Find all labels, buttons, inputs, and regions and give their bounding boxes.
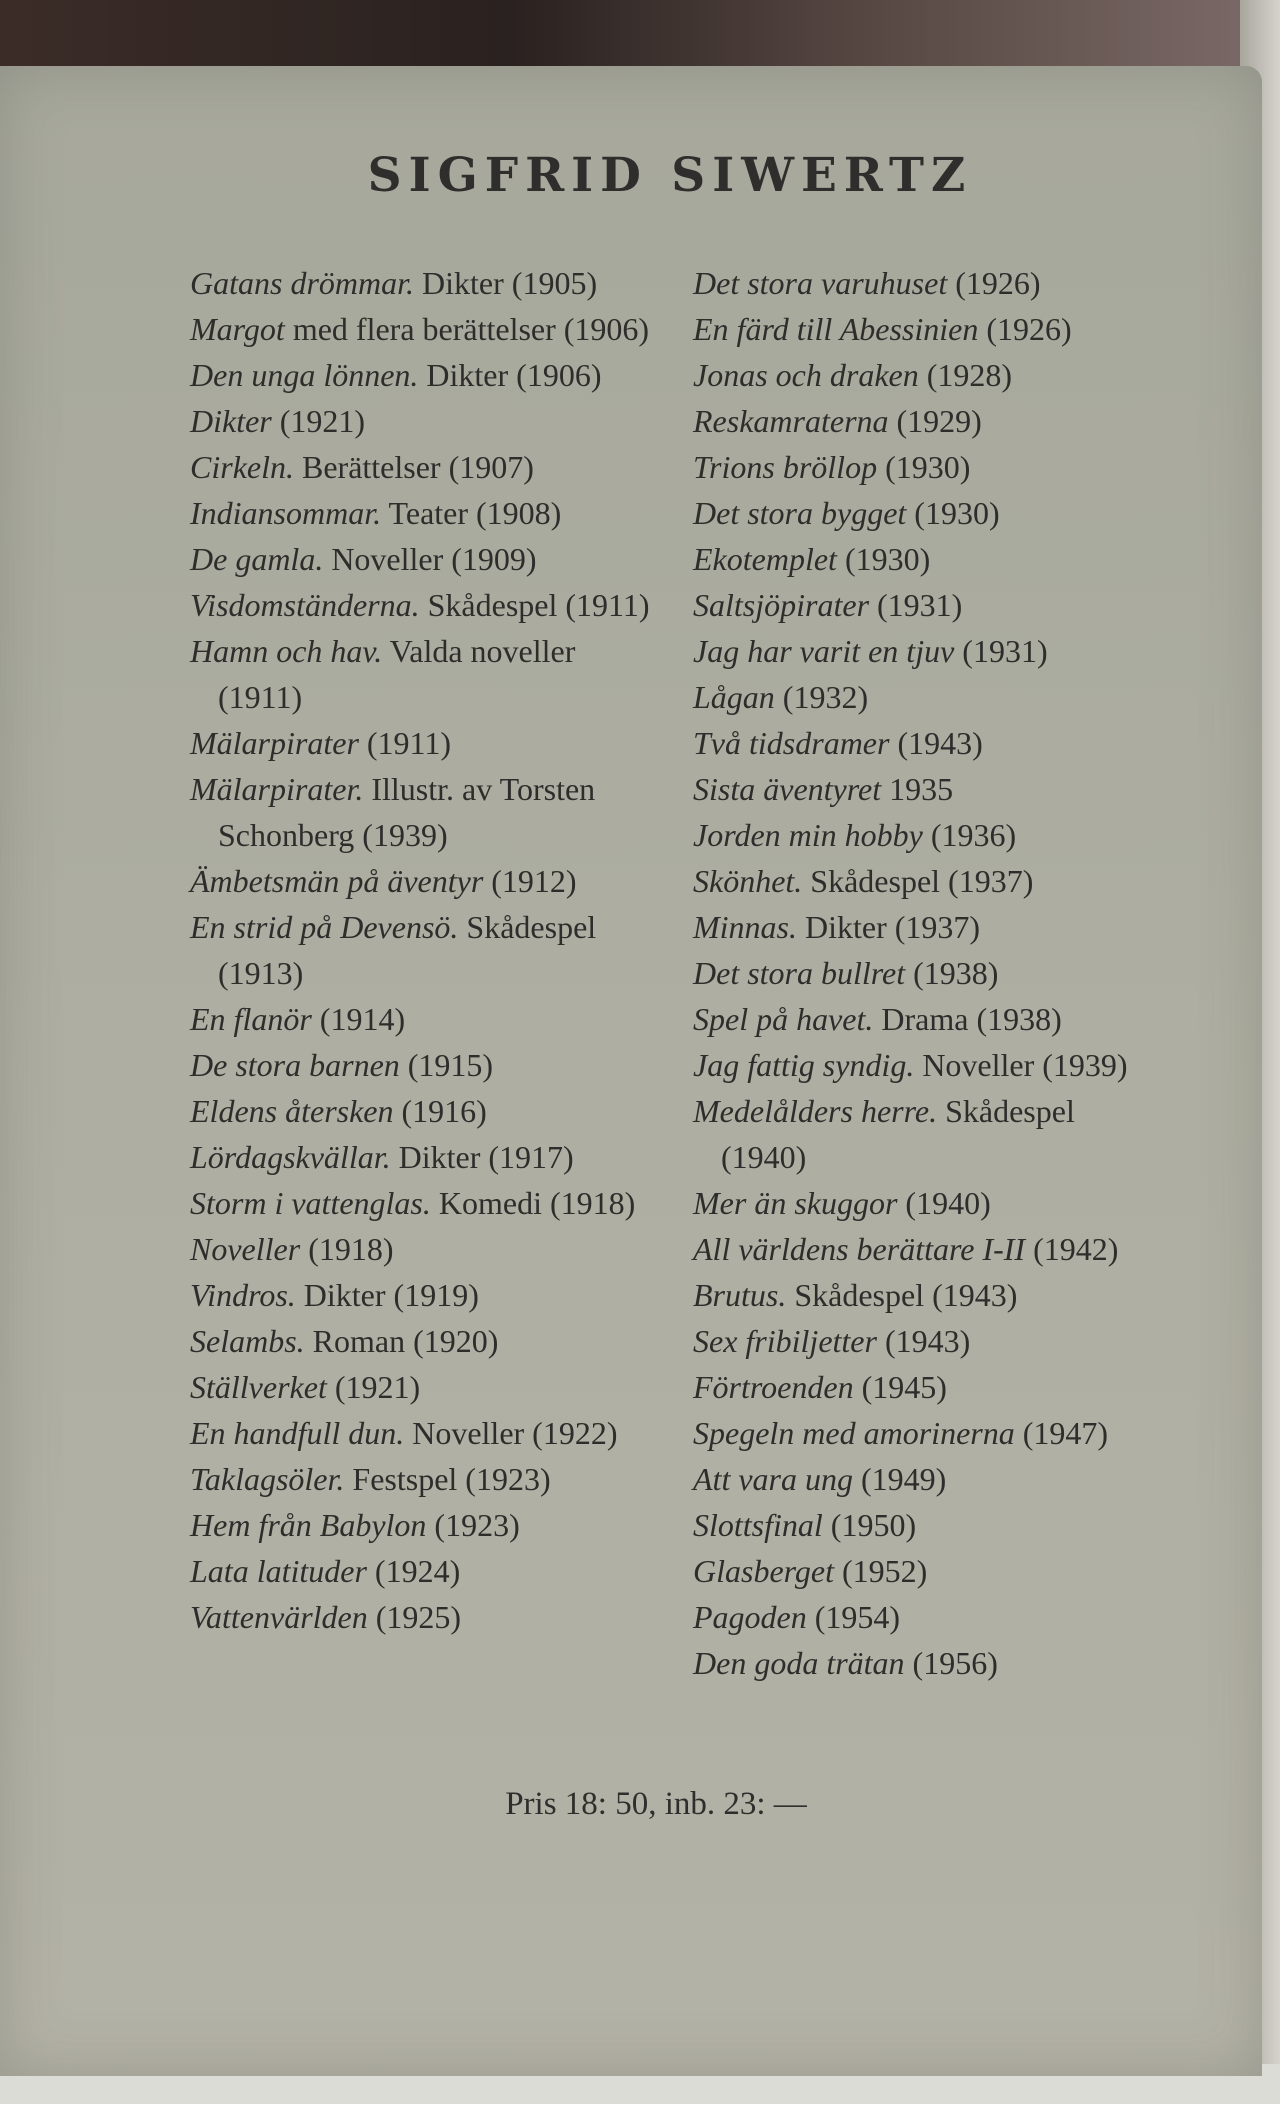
work-entry xyxy=(693,950,1163,996)
work-entry xyxy=(693,858,1163,904)
work-entry xyxy=(693,1042,1163,1088)
work-title: Vindros. xyxy=(190,1277,296,1313)
work-title: Jag har varit en tjuv xyxy=(693,633,955,669)
work-detail: (1924) xyxy=(374,1553,461,1589)
work-detail: (1949) xyxy=(860,1461,947,1497)
work-entry xyxy=(190,490,650,536)
work-title: Ekotemplet xyxy=(693,541,837,577)
work-detail: (1952) xyxy=(842,1553,928,1589)
work-entry xyxy=(190,1502,650,1548)
work-entry xyxy=(693,1640,1163,1686)
work-entry xyxy=(190,398,650,444)
work-detail: Teater (1908) xyxy=(388,495,562,531)
work-detail: (1936) xyxy=(930,817,1017,853)
work-entry xyxy=(693,444,1163,490)
work-entry xyxy=(693,1180,1163,1226)
work-entry xyxy=(190,858,650,904)
work-detail: (1926) xyxy=(986,311,1072,347)
work-title: Den goda trätan xyxy=(693,1645,905,1681)
work-title: Medelålders herre. xyxy=(693,1093,938,1129)
work-entry xyxy=(693,306,1163,352)
work-title: Mälarpirater. xyxy=(190,771,364,807)
works-list-right xyxy=(693,260,1163,1686)
work-entry xyxy=(190,1410,650,1456)
work-entry xyxy=(693,996,1163,1042)
work-detail: Noveller (1939) xyxy=(922,1047,1128,1083)
work-detail: Dikter (1905) xyxy=(422,265,598,301)
work-title: Skönhet. xyxy=(693,863,803,899)
work-title: Jonas och draken xyxy=(693,357,919,393)
work-detail: (1923) xyxy=(434,1507,520,1543)
work-entry xyxy=(693,1364,1163,1410)
work-title: Indiansommar. xyxy=(190,495,382,531)
work-title: Lågan xyxy=(693,679,775,715)
work-detail: med flera berättelser (1906) xyxy=(292,311,650,347)
work-entry xyxy=(693,582,1163,628)
work-title: Storm i vattenglas. xyxy=(190,1185,431,1221)
work-detail: Dikter (1906) xyxy=(426,357,602,393)
work-detail: (1918) xyxy=(308,1231,394,1267)
work-title: En strid på Devensö. xyxy=(190,909,459,945)
work-entry xyxy=(190,306,650,352)
work-entry xyxy=(693,490,1163,536)
work-title: Pagoden xyxy=(693,1599,807,1635)
work-entry xyxy=(190,996,650,1042)
works-list-left xyxy=(190,260,650,1640)
work-title: Saltsjöpirater xyxy=(693,587,870,623)
work-detail: Noveller (1922) xyxy=(412,1415,618,1451)
work-title: Margot xyxy=(190,311,285,347)
work-detail: Drama (1938) xyxy=(881,1001,1062,1037)
work-entry xyxy=(190,1364,650,1410)
work-entry xyxy=(693,766,1163,812)
work-entry xyxy=(693,904,1163,950)
work-detail: (1914) xyxy=(319,1001,406,1037)
work-entry xyxy=(190,536,650,582)
work-entry xyxy=(693,720,1163,766)
work-detail: (1932) xyxy=(782,679,869,715)
work-detail: (1943) xyxy=(897,725,983,761)
work-entry xyxy=(693,674,1163,720)
work-entry xyxy=(693,1410,1163,1456)
work-title: En färd till Abessinien xyxy=(693,311,979,347)
work-title: Sista äventyret xyxy=(693,771,882,807)
work-title: Det stora bygget xyxy=(693,495,907,531)
work-title: Dikter xyxy=(190,403,272,439)
work-title: Det stora varuhuset xyxy=(693,265,948,301)
work-entry xyxy=(693,1272,1163,1318)
work-title: Det stora bullret xyxy=(693,955,906,991)
work-entry xyxy=(693,352,1163,398)
work-title: Förtroenden xyxy=(693,1369,854,1405)
work-entry xyxy=(190,1042,650,1088)
work-detail: (1942) xyxy=(1033,1231,1119,1267)
work-entry xyxy=(190,904,650,996)
work-title: Ämbetsmän på äventyr xyxy=(190,863,484,899)
work-entry xyxy=(190,582,650,628)
work-detail: (1931) xyxy=(877,587,963,623)
work-title: Slottsfinal xyxy=(693,1507,823,1543)
work-detail: (1912) xyxy=(491,863,577,899)
work-detail: Dikter (1917) xyxy=(398,1139,574,1175)
work-title: Mer än skuggor xyxy=(693,1185,898,1221)
work-title: En flanör xyxy=(190,1001,312,1037)
work-detail: (1945) xyxy=(861,1369,947,1405)
work-detail: (1950) xyxy=(830,1507,917,1543)
work-detail: (1928) xyxy=(926,357,1013,393)
work-title: Lata latituder xyxy=(190,1553,367,1589)
work-title: Jorden min hobby xyxy=(693,817,923,853)
work-entry xyxy=(190,1548,650,1594)
work-detail: (1915) xyxy=(407,1047,494,1083)
work-title: Lördagskvällar. xyxy=(190,1139,391,1175)
work-detail: Skådespel (1911) xyxy=(427,587,650,623)
work-entry xyxy=(190,1088,650,1134)
work-entry xyxy=(693,812,1163,858)
work-detail: (1938) xyxy=(913,955,999,991)
work-entry xyxy=(190,260,650,306)
work-title: Visdomständerna. xyxy=(190,587,420,623)
work-detail: Roman (1920) xyxy=(312,1323,499,1359)
work-detail: (1929) xyxy=(896,403,982,439)
author-name-heading: SIGFRID SIWERTZ xyxy=(367,148,973,203)
work-title: Trions bröllop xyxy=(693,449,878,485)
work-title: Taklagsöler. xyxy=(190,1461,345,1497)
work-title: Noveller xyxy=(190,1231,301,1267)
work-entry xyxy=(190,1456,650,1502)
work-entry xyxy=(190,1272,650,1318)
work-detail: (1911) xyxy=(366,725,452,761)
work-entry xyxy=(190,352,650,398)
work-title: De stora barnen xyxy=(190,1047,400,1083)
work-title: Brutus. xyxy=(693,1277,787,1313)
work-detail: (1930) xyxy=(885,449,971,485)
work-title: Selambs. xyxy=(190,1323,305,1359)
work-title: Minnas. xyxy=(693,909,797,945)
work-detail: (1954) xyxy=(814,1599,901,1635)
price-line: Pris 18: 50, inb. 23: — xyxy=(505,1786,807,1822)
work-title: All världens berättare I-II xyxy=(693,1231,1026,1267)
work-entry xyxy=(693,1594,1163,1640)
work-entry xyxy=(190,444,650,490)
work-detail: (1926) xyxy=(955,265,1041,301)
work-detail: Festspel (1923) xyxy=(352,1461,551,1497)
work-entry xyxy=(693,1226,1163,1272)
work-detail: Illustr. av Torsten Schonberg (1939) xyxy=(218,771,596,853)
work-title: Spel på havet. xyxy=(693,1001,874,1037)
work-title: De gamla. xyxy=(190,541,324,577)
work-entry xyxy=(190,1226,650,1272)
work-title: Den unga lönnen. xyxy=(190,357,419,393)
work-entry xyxy=(190,1134,650,1180)
work-entry xyxy=(190,628,650,720)
work-title: Vattenvärlden xyxy=(190,1599,368,1635)
work-detail: (1943) xyxy=(884,1323,971,1359)
work-detail: Dikter (1937) xyxy=(805,909,981,945)
work-detail: Skådespel (1940) xyxy=(721,1093,1075,1175)
work-title: Mälarpirater xyxy=(190,725,359,761)
work-entry xyxy=(693,628,1163,674)
work-entry xyxy=(693,536,1163,582)
work-title: Sex fribiljetter xyxy=(693,1323,877,1359)
work-detail: (1930) xyxy=(844,541,931,577)
work-detail: (1916) xyxy=(401,1093,487,1129)
work-title: Glasberget xyxy=(693,1553,835,1589)
work-detail: Skådespel (1937) xyxy=(810,863,1034,899)
work-entry xyxy=(693,1456,1163,1502)
work-entry xyxy=(693,398,1163,444)
work-entry xyxy=(190,1180,650,1226)
work-title: Spegeln med amorinerna xyxy=(693,1415,1015,1451)
work-title: Hem från Babylon xyxy=(190,1507,427,1543)
work-title: Två tidsdramer xyxy=(693,725,890,761)
work-detail: Skådespel (1943) xyxy=(794,1277,1018,1313)
work-entry xyxy=(693,1502,1163,1548)
work-detail: (1956) xyxy=(912,1645,998,1681)
work-detail: (1930) xyxy=(914,495,1000,531)
work-title: Att vara ung xyxy=(693,1461,853,1497)
work-entry xyxy=(190,1594,650,1640)
work-title: En handfull dun. xyxy=(190,1415,405,1451)
work-entry xyxy=(693,1088,1163,1180)
work-detail: (1931) xyxy=(962,633,1048,669)
work-detail: Komedi (1918) xyxy=(438,1185,636,1221)
work-detail: Skådespel (1913) xyxy=(218,909,597,991)
work-entry xyxy=(190,720,650,766)
work-title: Jag fattig syndig. xyxy=(693,1047,915,1083)
work-entry xyxy=(693,1548,1163,1594)
work-detail: Valda noveller (1911) xyxy=(218,633,576,715)
work-detail: (1947) xyxy=(1022,1415,1109,1451)
work-detail: Dikter (1919) xyxy=(303,1277,479,1313)
work-title: Gatans drömmar. xyxy=(190,265,415,301)
work-entry xyxy=(693,260,1163,306)
work-title: Ställverket xyxy=(190,1369,327,1405)
work-detail: Berättelser (1907) xyxy=(301,449,534,485)
work-detail: (1921) xyxy=(279,403,366,439)
work-detail: 1935 xyxy=(889,771,954,807)
work-detail: (1921) xyxy=(334,1369,421,1405)
work-title: Cirkeln. xyxy=(190,449,294,485)
work-title: Hamn och hav. xyxy=(190,633,383,669)
work-entry xyxy=(190,1318,650,1364)
work-title: Eldens återsken xyxy=(190,1093,394,1129)
work-title: Reskamraterna xyxy=(693,403,889,439)
work-detail: (1940) xyxy=(905,1185,991,1221)
work-entry xyxy=(190,766,650,858)
work-entry xyxy=(693,1318,1163,1364)
work-detail: Noveller (1909) xyxy=(331,541,537,577)
work-detail: (1925) xyxy=(375,1599,462,1635)
